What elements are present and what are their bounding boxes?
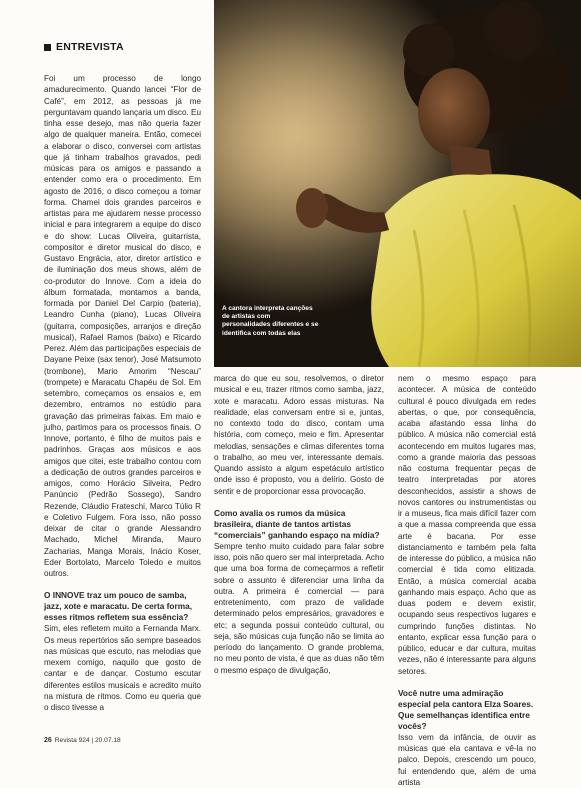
interview-question: Como avalia os rumos da música brasileira, diante de tantos artistas “comerciais” ganhando espaço na mídia?	[214, 507, 380, 540]
interview-question: O INNOVE traz um pouco de samba, jazz, xote e maracatu. De certa forma, esses ritmos refletem sua essência?	[44, 590, 193, 623]
paragraph: Sempre tenho muito cuidado para falar sobre isso, pois não quero ser mal interpretada. Acho que uma boa forma de começarmos a refletir sobre o assunto é diferenciar uma linha da outra. A primeira é comercial — para entretenimento, com prazo de validade determinado pelos empresários, gravadores e etc; a segunda possui conteúdo cultural, ou seja, são músicas cuja função não se limita ao período do lançamento. O grande problema, no meu ponto de vista, é que as duas não têm o mesmo espaço de divulgação,	[214, 541, 384, 675]
section-label	[44, 41, 124, 53]
paragraph: Foi um processo de longo amadurecimento. Quando lancei “Flor de Café”, em 2012, as pessoas já me perguntavam quando lançaria um disco. Eu tinha esse desejo, mas não queria fazer algo de qualquer maneira. Então, comecei a elaborar o disco, conversei com artistas que já tinham trabalhos gravados, pedi músicas para os amigos e passando a entender como era o procedimento. Em agosto de 2016, o disco começou a tomar forma. Chamei dois grandes parceiros e artistas para me ajudarem nesse processo inicial e para integrarem a equipe do disco e do show: Lucas Oliveira, guitarrista, compositor e diretor musical do disco, e Gustavo Engrácia, ator, diretor artístico e de iluminação dos meus shows, além de co-produtor do Innove. Com a ideia do álbum formatada, montamos a banda, formada por Daniel Del Carpio (bateria), Leandro Cunha (piano), Lucas Oliveira (guitarra, composições, arranjos e direção musical), Rafael Ramos (baixo) e Ricardo Perez. Além das participações especiais de Dayane Peixe (sax tenor), José Matsumoto (trombone), Mario Amorim “Nescau” (trompete) e Maracatu Chapéu de Sol. Em setembro, começamos os ensaios e, em dezembro, entramos no estúdio para gravação das primeiras faixas. Em maio e julho, partimos para os processos finais. O Innove, portanto, é filho de muitos pais e padrinhos. Graças aos músicos e aos amigos que citei, este trabalho contou com a dedicação de outros grandes parceiros e amigos, como Horácio Silveira, Pedro Panúncio (Pedrão Sossego), Sandro Rezende, Cláudio Frateschi, Marco Túlio R e Coletivo Fulgem. Fora isso, não posso deixar de citar o grande Alessandro Machado, Michel Miranda, Mauro Zacharias, Manga Morais, Inácio Koser, Eder Bortolato, Marcelo Toledo e muitos outros.	[44, 74, 201, 578]
paragraph: nem o mesmo espaço para acontecer. A música de conteúdo cultural é pouco divulgada em redes abertas, o que, por consequência, acaba afastando essa linha do público. A música não comercial está acontecendo em muitos lugares mas, como a grande maioria das pessoas não costuma frequentar peças de teatro interpretadas por atores desconhecidos, assistir a shows de novos cantores ou instrumentistas ou ir a museus, fica mais difícil fazer com a que a massa compreenda que essa arte é bacana. Por esse distanciamento e também pela falta de interesse do público, a música não comercial é tida como elitizada. Então, a música comercial acaba ganhando mais espaço. Acho que as duas podem e devem existir, ocupando seus respectivos lugares e cumprindo funções distintas. No entanto, explicar essa função para o público, educar e dar cultura, muitas vezes, não é interessante para alguns setores.	[398, 374, 536, 676]
paragraph: Isso vem da infância, de ouvir as músicas que ela cantava e vê-la no palco. Depois, crescendo um pouco, fui entendendo que, além de uma artista	[398, 732, 536, 787]
publication-info: Revista 924 | 20.07.18	[54, 737, 121, 744]
section-title: ENTREVISTA	[56, 41, 124, 53]
paragraph: Sim, eles refletem muito a Fernanda Marx. Os meus repertórios são sempre baseados nas músicas que escuto, nas melodias que mexem comigo, naquilo que gosto de cantar e de dançar. Costumo escutar diferentes estilos musicais e acredito muito na mistura de ritmos. Como eu queria que o disco tivesse a	[44, 624, 201, 712]
page-number: 26	[44, 737, 52, 744]
interview-question: Você nutre uma admiração especial pela cantora Elza Soares. Que semelhanças identifica entre vocês?	[398, 687, 534, 731]
page-footer	[44, 737, 121, 744]
photo-caption: A cantora interpreta canções de artistas com personalidades diferentes e se identifica com todas elas	[222, 305, 319, 337]
paragraph: marca do que eu sou, resolvemos, o diretor musical e eu, trazer ritmos como samba, jazz, xote e maracatu. Adoro essas misturas. Na realidade, elas conversam entre si e, juntas, no contexto todo do disco, contam uma história, com começo, meio e fim. Apresentar melodias, sensações e climas diferentes torna o trabalho, ao meu ver, interessante demais. Quando assisto a algum espetáculo artístico onde isso é proposto, vou a delírio. Gosto de sentir e de proporcionar essa provocação.	[214, 374, 384, 496]
column-2	[214, 373, 384, 676]
section-square-icon	[44, 44, 51, 51]
column-1	[44, 73, 201, 713]
column-3	[398, 373, 536, 788]
